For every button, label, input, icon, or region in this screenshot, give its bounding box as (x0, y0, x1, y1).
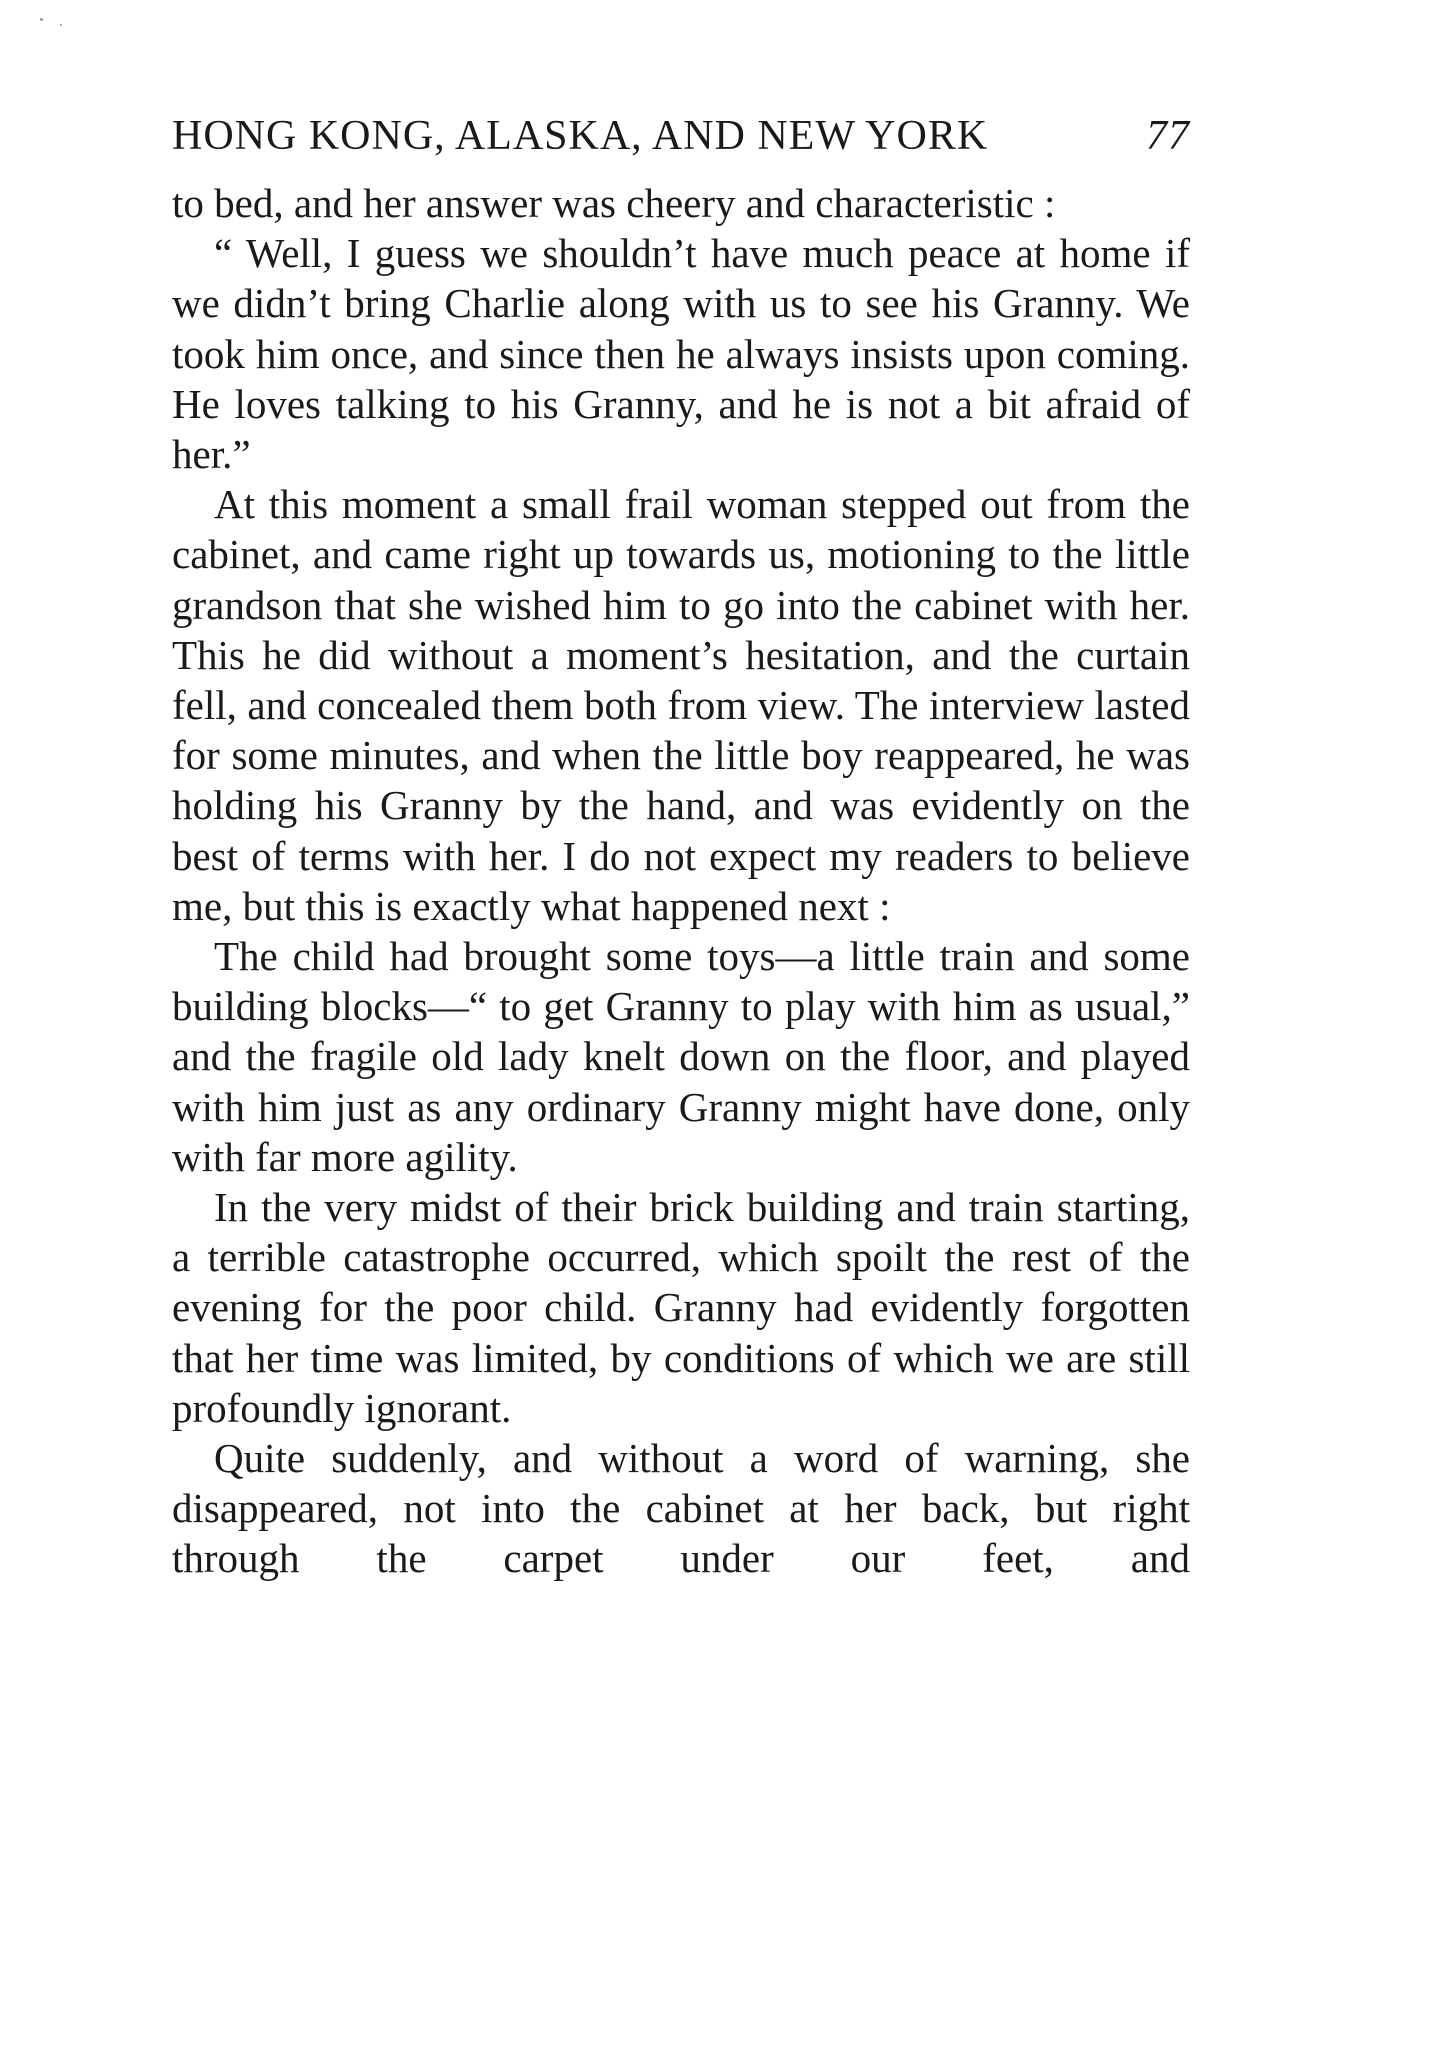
paper-speck (40, 18, 43, 21)
page-header (172, 110, 1190, 162)
paragraph: At this moment a small frail woman stepped out from the cabinet, and came right up towards us, motioning to the little grandson that she wished him to go into the cabinet with her. This he did without a moment’s hesitation, and the curtain fell, and concealed them both from view. The interview lasted for some minutes, and when the little boy reappeared, he was holding his Granny by the hand, and was evidently on the best of terms with her. I do not expect my readers to believe me, but this is exactly what happened next : (172, 481, 1190, 929)
paragraph: Quite suddenly, and without a word of warning, she disappeared, not into the cabinet at her back, but right through the carpet under our feet, and (172, 1435, 1190, 1582)
running-title: HONG KONG, ALASKA, AND NEW YORK (172, 113, 989, 159)
paragraph: In the very midst of their brick building and train starting, a terrible catastrophe occurred, which spoilt the rest of the evening for the poor child. Granny had evidently forgotten that her time was limited, by conditions of which we are still profoundly ignorant. (172, 1184, 1190, 1431)
paragraph: “ Well, I guess we shouldn’t have much peace at home if we didn’t bring Charlie along with us to see his Granny. We took him once, and since then he always insists upon coming. He loves talking to his Granny, and he is not a bit afraid of her.” (172, 230, 1190, 478)
body-text (172, 178, 1190, 1584)
paragraph: The child had brought some toys—a little train and some building blocks—“ to get Granny to play with him as usual,” and the fragile old lady knelt down on the floor, and played with him just as any ordinary Granny might have done, only with far more agility. (172, 933, 1190, 1180)
page-number: 77 (1146, 113, 1190, 159)
paper-speck (60, 24, 62, 26)
paragraph: to bed, and her answer was cheery and characteristic : (172, 180, 1056, 226)
